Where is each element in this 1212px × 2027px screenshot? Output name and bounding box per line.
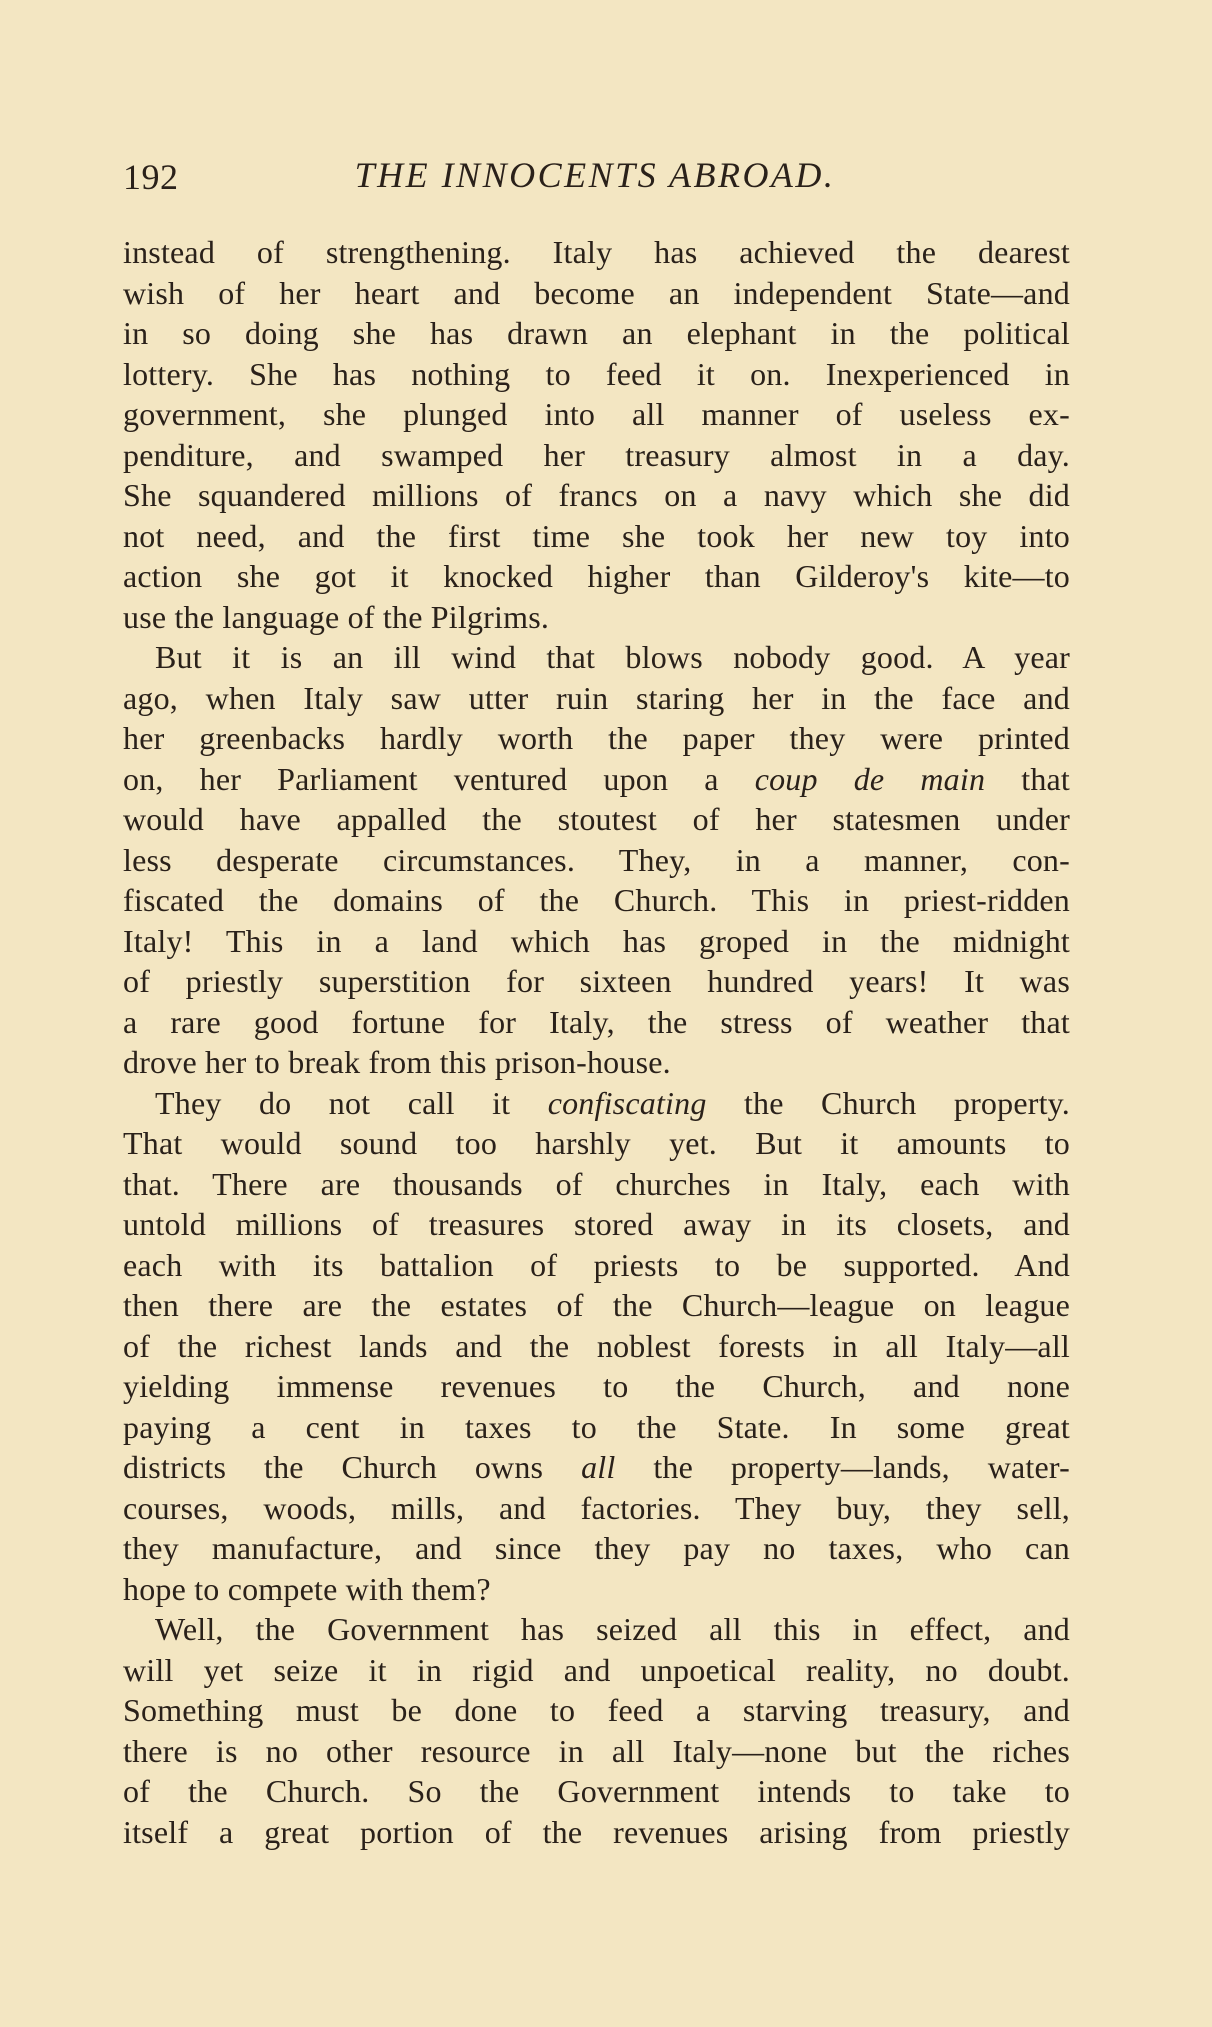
text-line: of the richest lands and the noblest forests in all Italy—all	[123, 1327, 1070, 1364]
text-run: districts the Church owns	[123, 1449, 582, 1485]
text-line: her greenbacks hardly worth the paper they were printed	[123, 720, 1070, 756]
text-run: the Church property.	[706, 1084, 1071, 1121]
text-line	[123, 1447, 1070, 1488]
text-run: on, her Parliament ventured upon a	[123, 760, 755, 797]
text-line: that. There are thousands of churches in Italy, each with	[123, 1165, 1070, 1202]
text-line: there is no other resource in all Italy—none but the riches	[123, 1732, 1070, 1769]
text-line: drove her to break from this prison-house.	[123, 1044, 671, 1080]
text-line: of priestly superstition for sixteen hundred years! It was	[123, 963, 1070, 999]
text-line: ago, when Italy saw utter ruin staring her in the face and	[123, 679, 1070, 716]
body-text	[123, 232, 1070, 1852]
text-line: a rare good fortune for Italy, the stress of weather that	[123, 1003, 1070, 1040]
text-line: That would sound too harshly yet. But it amounts to	[123, 1125, 1070, 1161]
page-header	[123, 150, 1067, 206]
text-line: would have appalled the stoutest of her statesmen under	[123, 801, 1070, 837]
text-run: the property—lands, water-	[615, 1449, 1071, 1485]
text-line	[123, 1083, 1070, 1124]
text-line: each with its battalion of priests to be supported. And	[123, 1246, 1070, 1283]
text-line: of the Church. So the Government intends to take to	[123, 1773, 1070, 1809]
page-number: 192	[123, 157, 179, 197]
text-run: They do not call it	[155, 1084, 548, 1121]
italic-text-run: all	[581, 1449, 616, 1485]
text-line: will yet seize it in rigid and unpoetical reality, no doubt.	[123, 1651, 1070, 1688]
text-line: courses, woods, mills, and factories. They buy, they sell,	[123, 1489, 1070, 1526]
text-line: lottery. She has nothing to feed it on. Inexperienced in	[123, 355, 1070, 392]
text-line: Something must be done to feed a starving treasury, and	[123, 1692, 1070, 1728]
running-title: THE INNOCENTS ABROAD.	[354, 155, 836, 195]
text-line: yielding immense revenues to the Church, and none	[123, 1368, 1070, 1404]
text-line: then there are the estates of the Church—league on league	[123, 1287, 1070, 1323]
text-line: action she got it knocked higher than Gilderoy's kite—to	[123, 558, 1070, 594]
text-line: Italy! This in a land which has groped in the midnight	[123, 922, 1070, 959]
italic-text-run: confiscating	[547, 1084, 707, 1121]
text-line: wish of her heart and become an independent State—and	[123, 274, 1070, 311]
text-line: they manufacture, and since they pay no taxes, who can	[123, 1530, 1070, 1566]
text-line: in so doing she has drawn an elephant in the political	[123, 315, 1070, 351]
text-line: use the language of the Pilgrims.	[123, 598, 550, 635]
text-line: government, she plunged into all manner of useless ex-	[123, 396, 1070, 432]
text-line: paying a cent in taxes to the State. In some great	[123, 1408, 1070, 1445]
text-line: penditure, and swamped her treasury almost in a day.	[123, 436, 1070, 473]
text-line: She squandered millions of francs on a navy which she did	[123, 477, 1070, 513]
text-line: instead of strengthening. Italy has achieved the dearest	[123, 234, 1070, 270]
text-line: hope to compete with them?	[123, 1570, 491, 1607]
text-line: But it is an ill wind that blows nobody good. A year	[155, 639, 1070, 675]
text-line: untold millions of treasures stored away in its closets, and	[123, 1206, 1070, 1242]
text-line: not need, and the first time she took her new toy into	[123, 517, 1070, 554]
text-line: fiscated the domains of the Church. This in priest-ridden	[123, 882, 1070, 918]
text-run: that	[985, 760, 1071, 797]
text-line: less desperate circumstances. They, in a manner, con-	[123, 841, 1070, 878]
text-line	[123, 759, 1070, 800]
text-line: Well, the Government has seized all this in effect, and	[155, 1611, 1070, 1647]
italic-text-run: coup de main	[754, 760, 986, 797]
text-line: itself a great portion of the revenues arising from priestly	[123, 1813, 1070, 1850]
